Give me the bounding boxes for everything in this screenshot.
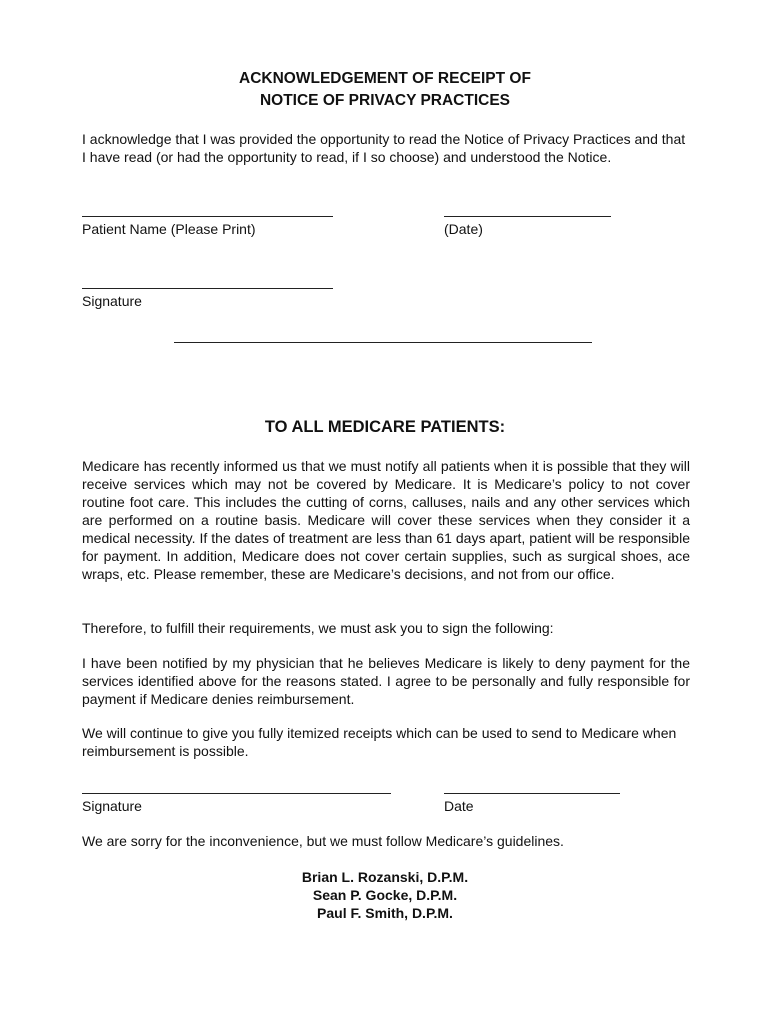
doctor-name: Brian L. Rozanski, D.P.M. [301, 869, 469, 885]
acknowledgement-text: I acknowledge that I was provided the opportunity to read the Notice of Privacy Practices and that I have read (or had the opportunity to read, if I so choose) and understood the Notice. [82, 131, 686, 165]
document-title-line-1: ACKNOWLEDGEMENT OF RECEIPT OF [239, 70, 531, 87]
medicare-signature-line[interactable] [82, 793, 391, 794]
closing-text: We are sorry for the inconvenience, but we must follow Medicare’s guidelines. [82, 833, 564, 849]
medicare-paragraph-1: Medicare has recently informed us that we must notify all patients when it is possible that they will receive services which may not be covered by Medicare. It is Medicare’s policy to not cover routine foot care. This includes the cutting of corns, calluses, nails and any other services which are performed on a routine basis. Medicare will cover these services when they consider it a medical necessity. If the dates of treatment are less than 61 days apart, patient will be responsible for payment. In addition, Medicare does not cover certain supplies, such as surgical shoes, ace wraps, etc. Please remember, these are Medicare’s decisions, and not from our office. [82, 458, 690, 582]
document-title-line-2: NOTICE OF PRIVACY PRACTICES [259, 92, 511, 109]
patient-name-line[interactable] [82, 216, 333, 217]
doctor-name: Sean P. Gocke, D.P.M. [312, 887, 458, 903]
medicare-paragraph-4: We will continue to give you fully itemized receipts which can be used to send to Medicare when reimbursement is possible. [82, 725, 677, 759]
signature-label: Signature [82, 293, 142, 309]
doctor-list [0, 868, 770, 922]
medicare-date-line[interactable] [444, 793, 620, 794]
medicare-paragraph-2: Therefore, to fulfill their requirements, we must ask you to sign the following: [82, 620, 554, 636]
section-divider [174, 342, 592, 343]
date-line[interactable] [444, 216, 611, 217]
signature-line[interactable] [82, 288, 333, 289]
medicare-signature-label: Signature [82, 798, 142, 814]
date-label: (Date) [444, 221, 483, 237]
medicare-date-label: Date [444, 798, 474, 814]
medicare-paragraph-3: I have been notified by my physician that he believes Medicare is likely to deny payment for the services identified above for the reasons stated. I agree to be personally and fully responsible for payment if Medicare denies reimbursement. [82, 655, 690, 707]
doctor-name: Paul F. Smith, D.P.M. [317, 905, 453, 921]
patient-name-label: Patient Name (Please Print) [82, 221, 256, 237]
medicare-heading: TO ALL MEDICARE PATIENTS: [264, 418, 506, 436]
